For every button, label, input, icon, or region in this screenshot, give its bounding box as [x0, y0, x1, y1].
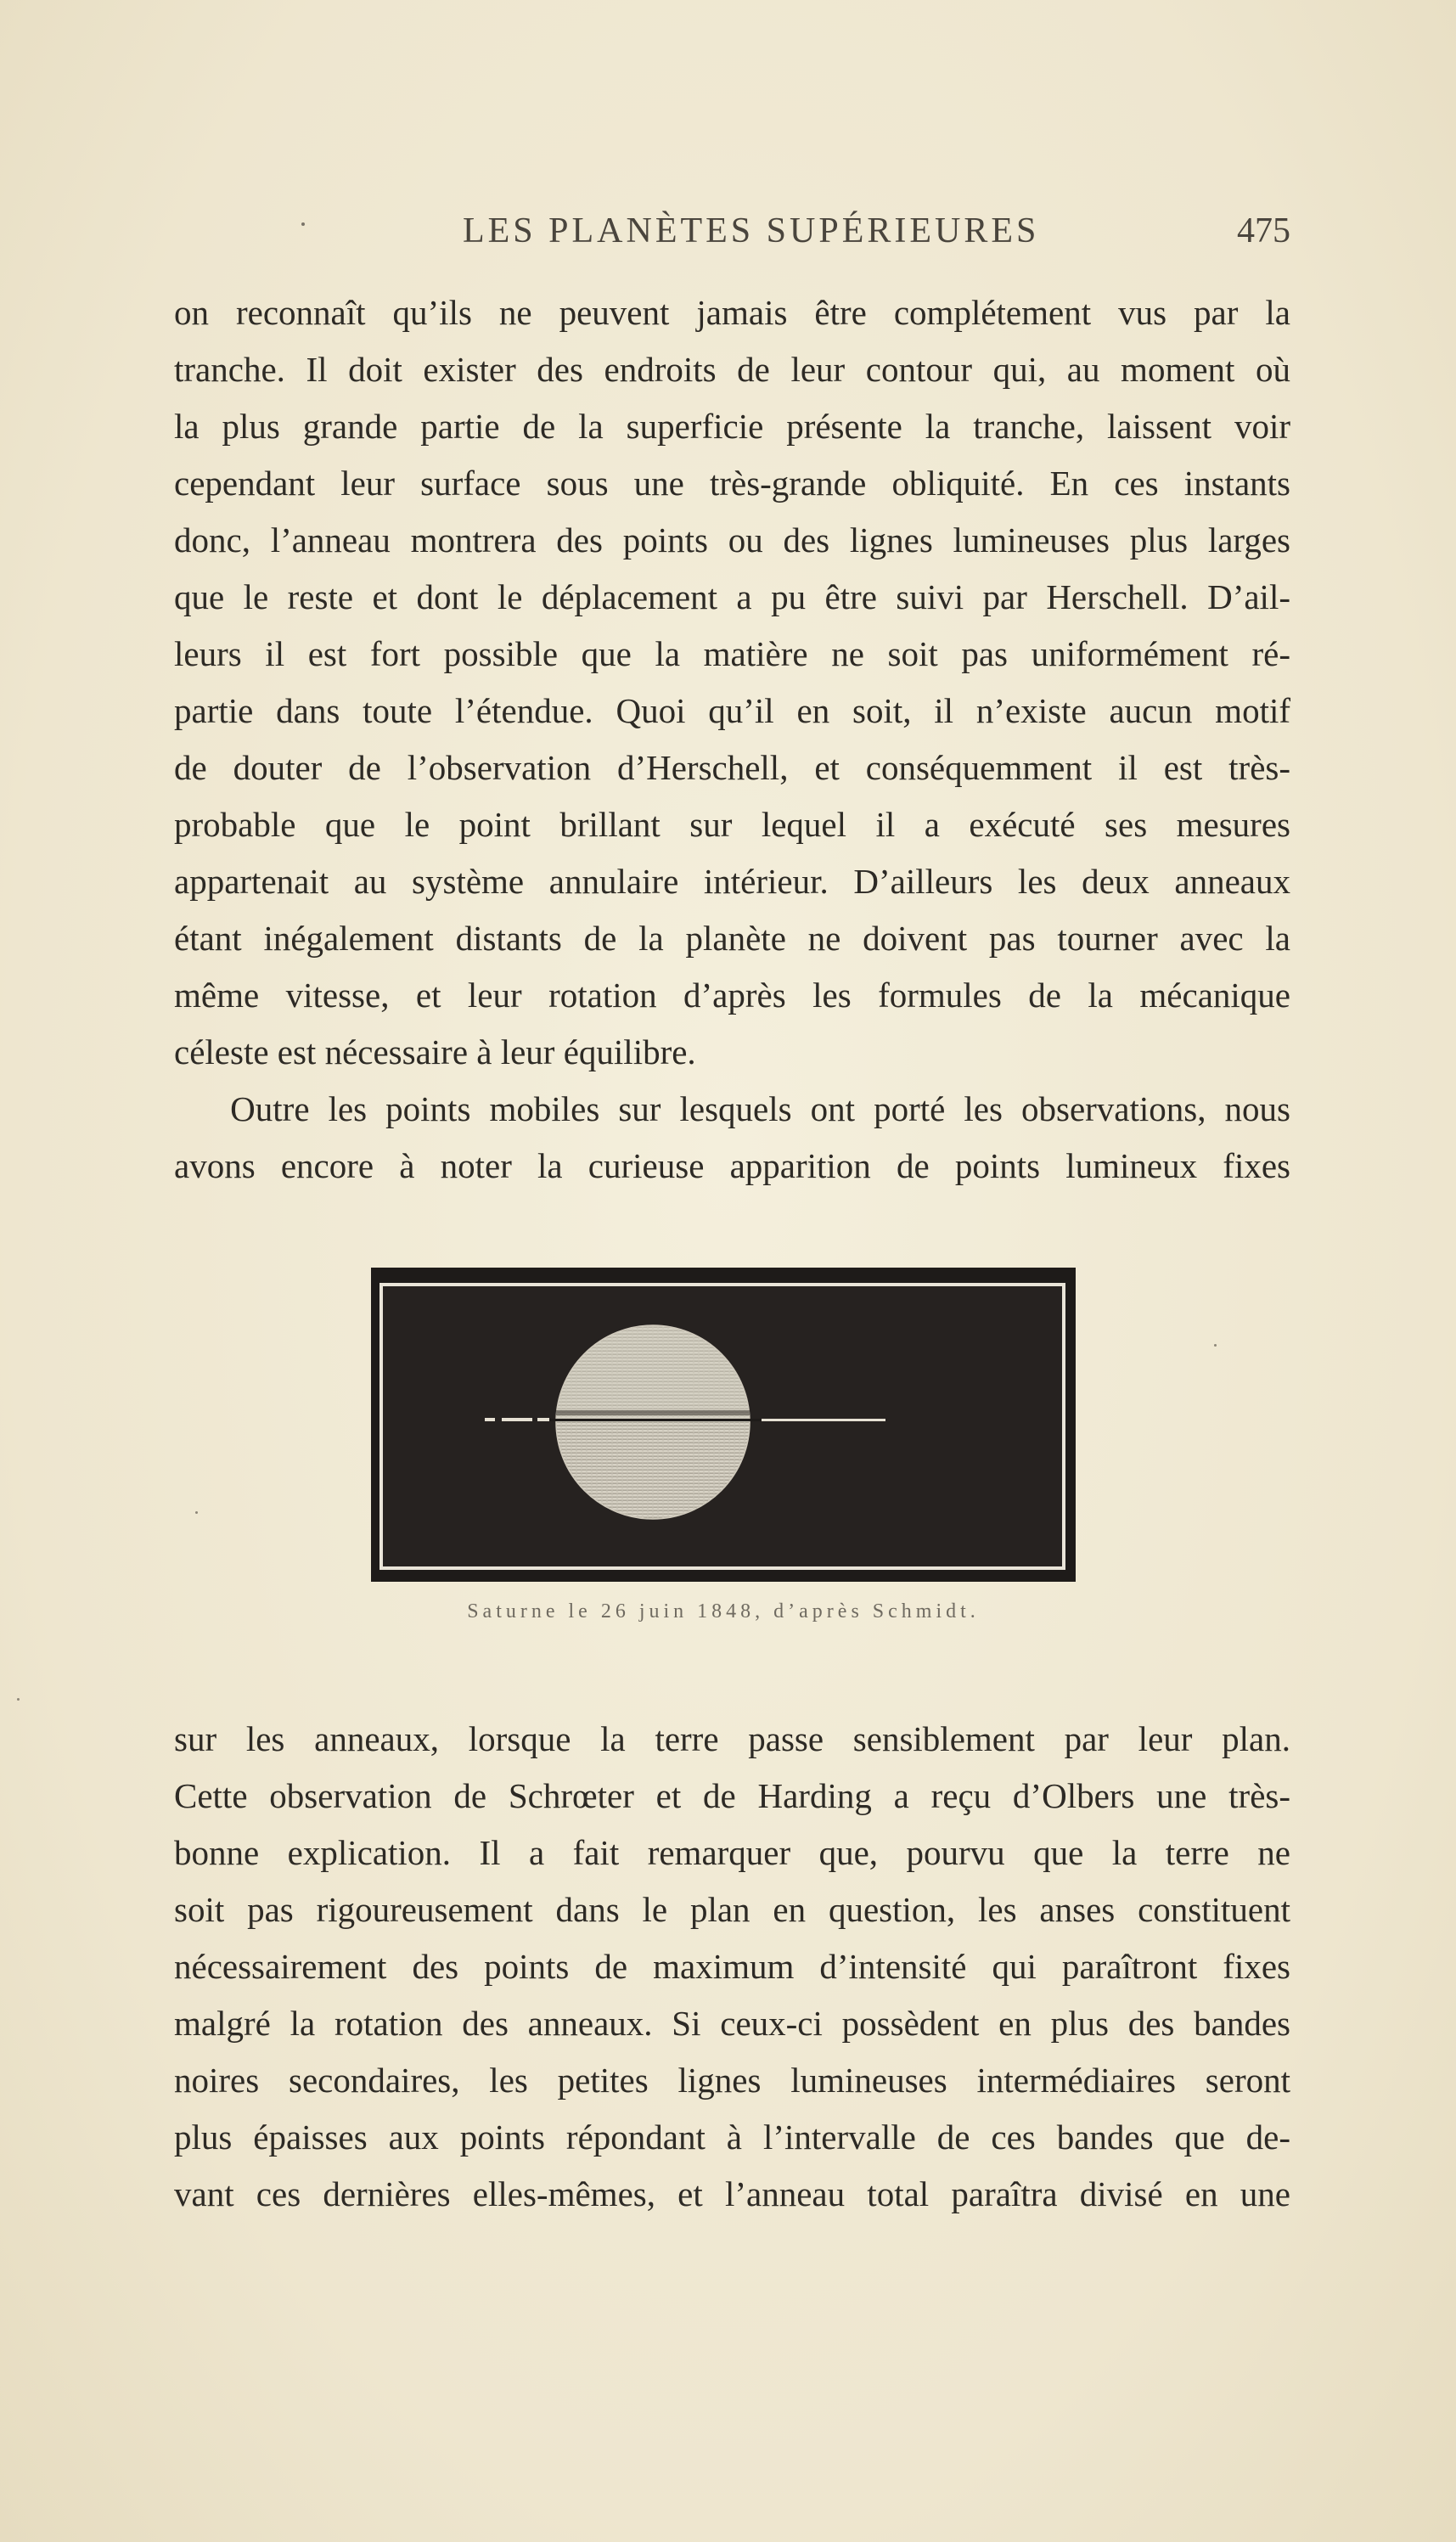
page-header [174, 211, 1290, 253]
text-line: plus épaisses aux points répondant à l’intervalle de ces bandes que de- [174, 2117, 1290, 2157]
text-line: bonne explication. Il a fait remarquer que, pourvu que la terre ne [174, 1833, 1290, 1872]
paragraph-block-bottom [174, 1711, 1290, 2223]
text-line: cependant leur surface sous une très-grande obliquité. En ces instants [174, 464, 1290, 503]
text-line: céleste est nécessaire à leur équilibre. [174, 1032, 696, 1071]
text-line: vant ces dernières elles-mêmes, et l’anneau total paraîtra divisé en une [174, 2174, 1290, 2213]
header-dot-mark [301, 222, 305, 226]
margin-speck [195, 1511, 198, 1514]
text-line: appartenait au système annulaire intérieur. D’ailleurs les deux anneaux [174, 862, 1290, 901]
text-line: avons encore à noter la curieuse apparition de points lumineux fixes [174, 1146, 1290, 1185]
page-number: 475 [1237, 211, 1290, 250]
text-line: donc, l’anneau montrera des points ou des lignes lumineuses plus larges [174, 520, 1290, 560]
text-line: leurs il est fort possible que la matière ne soit pas uniformément ré- [174, 634, 1290, 673]
running-title: LES PLANÈTES SUPÉRIEURES [463, 211, 1040, 250]
text-line: on reconnaît qu’ils ne peuvent jamais être complétement vus par la [174, 293, 1290, 332]
text-line: même vitesse, et leur rotation d’après les formules de la mécanique [174, 976, 1290, 1015]
margin-speck [1214, 1344, 1217, 1347]
text-line: soit pas rigoureusement dans le plan en question, les anses constituent [174, 1890, 1290, 1929]
figure-caption: Saturne le 26 juin 1848, d’après Schmidt. [467, 1600, 980, 1622]
text-line: la plus grande partie de la superficie présente la tranche, laissent voir [174, 407, 1290, 446]
text-line: étant inégalement distants de la planète ne doivent pas tourner avec la [174, 919, 1290, 958]
text-line: nécessairement des points de maximum d’intensité qui paraîtront fixes [174, 1947, 1290, 1986]
engraving-frame [379, 1283, 1065, 1570]
text-line: que le reste et dont le déplacement a pu être suivi par Herschell. D’ail- [174, 577, 1290, 616]
text-line: sur les anneaux, lorsque la terre passe sensiblement par leur plan. [174, 1719, 1290, 1758]
text-line: partie dans toute l’étendue. Quoi qu’il en soit, il n’existe aucun motif [174, 691, 1290, 730]
text-line: Cette observation de Schrœter et de Harding a reçu d’Olbers une très- [174, 1776, 1290, 1815]
text-line: probable que le point brillant sur lequel il a exécuté ses mesures [174, 805, 1290, 844]
saturn-engraving [371, 1268, 1076, 1582]
paragraph-block-top [174, 284, 1290, 1195]
text-line: de douter de l’observation d’Herschell, et conséquemment il est très- [174, 748, 1290, 787]
text-line: tranche. Il doit exister des endroits de leur contour qui, au moment où [174, 350, 1290, 389]
text-line: malgré la rotation des anneaux. Si ceux-ci possèdent en plus des bandes [174, 2004, 1290, 2043]
saturn-illustration [383, 1286, 1062, 1566]
text-line: noires secondaires, les petites lignes lumineuses intermédiaires seront [174, 2061, 1290, 2100]
text-line: Outre les points mobiles sur lesquels ont porté les observations, nous [174, 1089, 1290, 1128]
margin-speck [17, 1698, 20, 1701]
